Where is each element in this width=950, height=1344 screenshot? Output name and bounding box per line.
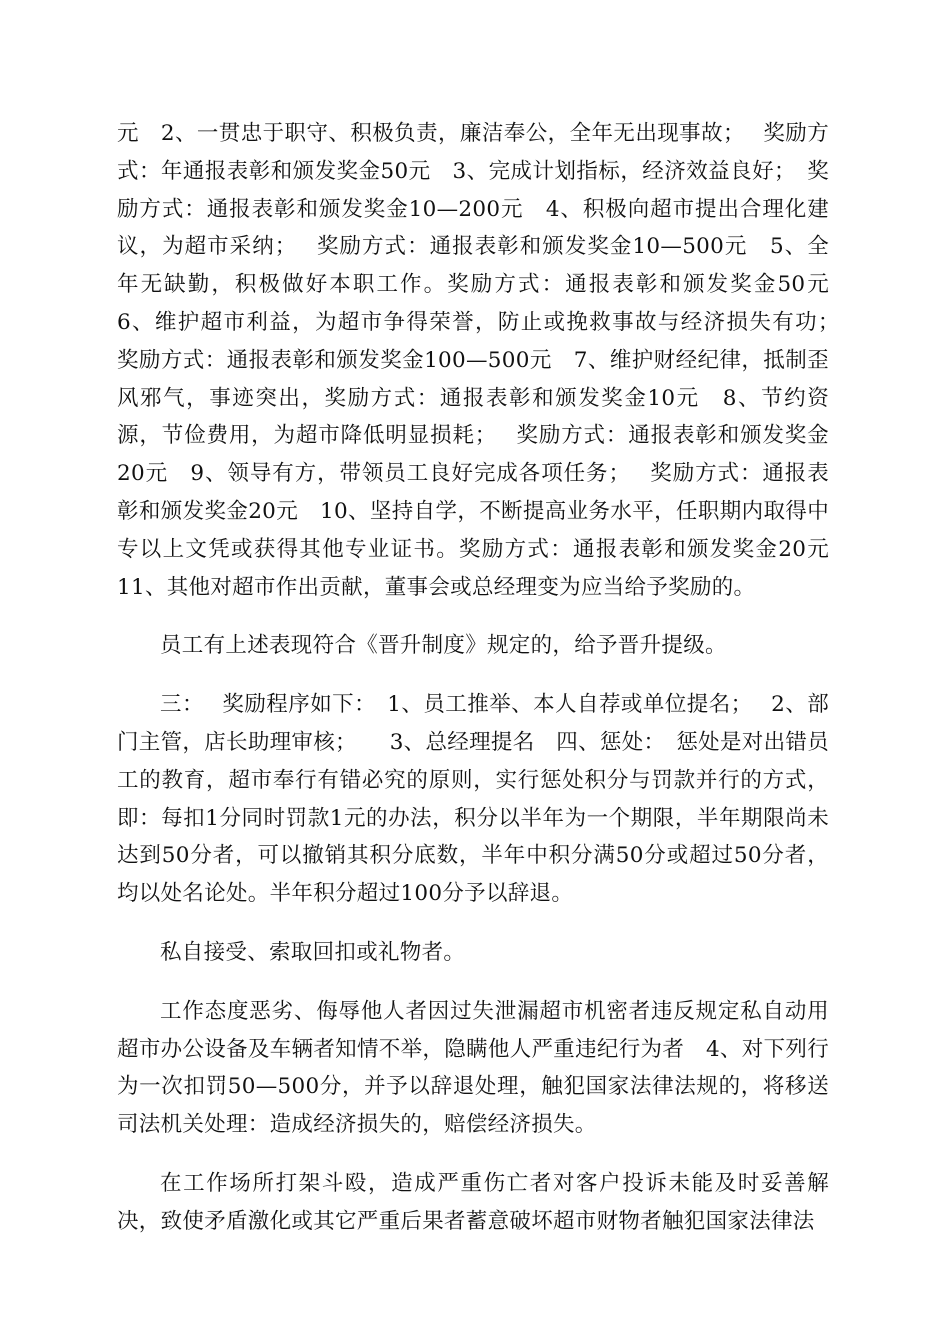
paragraph-fighting: 在工作场所打架斗殴，造成严重伤亡者对客户投诉未能及时妥善解决，致使矛盾激化或其它严重后果者蓄意破坏超市财物者触犯国家法律法 <box>117 1170 829 1234</box>
paragraph-reward-procedure: 三： 奖励程序如下： 1、员工推举、本人自荐或单位提名； 2、部门主管，店长助理审核； 3、总经理提名 四、惩处： 惩处是对出错员工的教育，超市奉行有错必究的原则，实行惩处积分与罚款并行的方式，即：每扣1分同时罚款1元的办法，积分以半年为一个期限，半年期限尚未达到50分者，可以撤销其积分底数，半年中积分满50分或超过50分者，均以处名论处。半年积分超过100分予以辞退。 <box>117 692 829 907</box>
paragraph-kickback: 私自接受、索取回扣或礼物者。 <box>160 939 466 965</box>
paragraph-rewards-list: 元 2、一贯忠于职守、积极负责，廉洁奉公，全年无出现事故； 奖励方式：年通报表彰和颁发奖金50元 3、完成计划指标，经济效益良好； 奖励方式：通报表彰和颁发奖金10—200元 4、积极向超市提出合理化建议，为超市采纳； 奖励方式：通报表彰和颁发奖金10—500元 5、全年无缺勤，积极做好本职工作。奖励方式：通报表彰和颁发奖金50元 6、维护超市利益，为超市争得荣誉，防止或挽救事故与经济损失有功； 奖励方式：通报表彰和颁发奖金100—500元 7、维护财经纪律，抵制歪风邪气，事迹突出，奖励方式：通报表彰和颁发奖金10元 8、节约资源，节俭费用，为超市降低明显损耗； 奖励方式：通报表彰和颁发奖金20元 9、领导有方，带领员工良好完成各项任务； 奖励方式：通报表彰和颁发奖金20元 10、坚持自学，不断提高业务水平，任职期内取得中专以上文凭或获得其他专业证书。奖励方式：通报表彰和颁发奖金20元 11、其他对超市作出贡献，董事会或总经理变为应当给予奖励的。 <box>117 121 851 600</box>
paragraph-work-attitude: 工作态度恶劣、侮辱他人者因过失泄漏超市机密者违反规定私自动用超市办公设备及车辆者知情不举，隐瞒他人严重违纪行为者 4、对下列行为一次扣罚50—500分，并予以辞退处理，触犯国家法律法规的，将移送司法机关处理：造成经济损失的，赔偿经济损失。 <box>117 998 829 1138</box>
paragraph-promotion: 员工有上述表现符合《晋升制度》规定的，给予晋升提级。 <box>160 633 727 659</box>
document-body <box>117 115 851 1262</box>
